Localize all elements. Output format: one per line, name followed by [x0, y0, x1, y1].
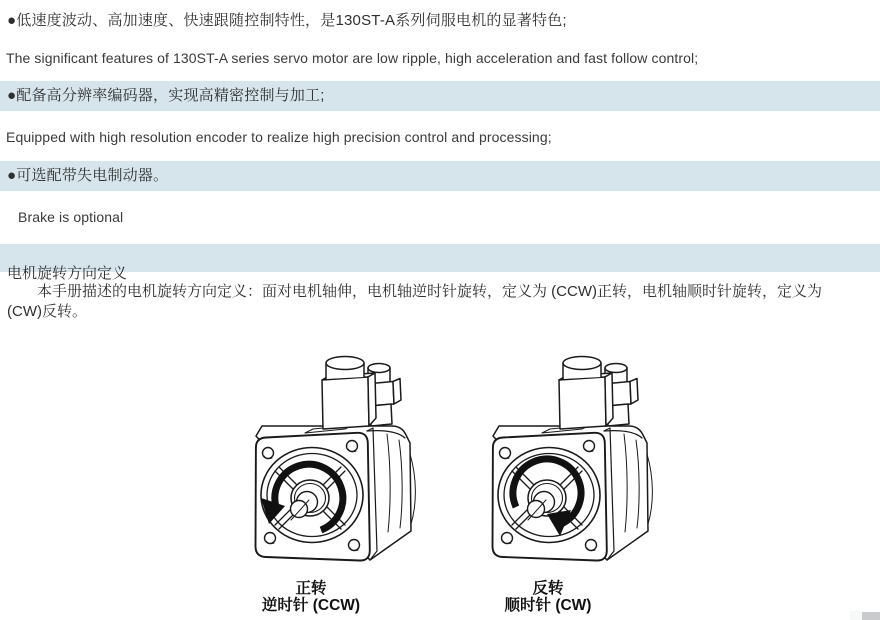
- caption-forward-title: 正转: [295, 580, 327, 597]
- section-body-line-2: (CW)反转。: [7, 303, 87, 320]
- section-heading: 电机旋转方向定义: [7, 265, 128, 282]
- caption-reverse-subtitle: 顺时针 (CW): [504, 597, 592, 614]
- caption-forward: [251, 580, 371, 614]
- corner-mark-light: [850, 611, 862, 620]
- figure-reverse-rotation: [486, 354, 654, 614]
- feature-1-en: The significant features of 130ST-A series servo motor are low ripple, high acceleration and fast follow control;: [6, 50, 699, 66]
- servo-motor-cw-rotation-icon: [486, 354, 654, 570]
- feature-2-zh: ●配备高分辨率编码器，实现高精密控制与加工;: [0, 81, 880, 111]
- corner-mark-dark: [862, 612, 880, 620]
- feature-3-zh: ●可选配带失电制动器。: [0, 161, 880, 191]
- caption-forward-subtitle: 逆时针 (CCW): [261, 597, 361, 614]
- figure-forward-rotation: [249, 354, 417, 614]
- caption-reverse: [488, 580, 608, 614]
- feature-1-zh: ●低速度波动、高加速度、快速跟随控制特性，是130ST-A系列伺服电机的显著特色;: [7, 12, 567, 29]
- feature-3-en: Brake is optional: [18, 209, 124, 225]
- servo-motor-ccw-rotation-icon: [249, 354, 417, 570]
- caption-reverse-title: 反转: [532, 580, 564, 597]
- feature-2-en: Equipped with high resolution encoder to realize high precision control and processing;: [6, 129, 552, 145]
- section-highlight-strip: [0, 244, 880, 272]
- section-body-line-1: 本手册描述的电机旋转方向定义：面对电机轴伸，电机轴逆时针旋转，定义为 (CCW)正转，电机轴顺时针旋转，定义为: [37, 283, 822, 300]
